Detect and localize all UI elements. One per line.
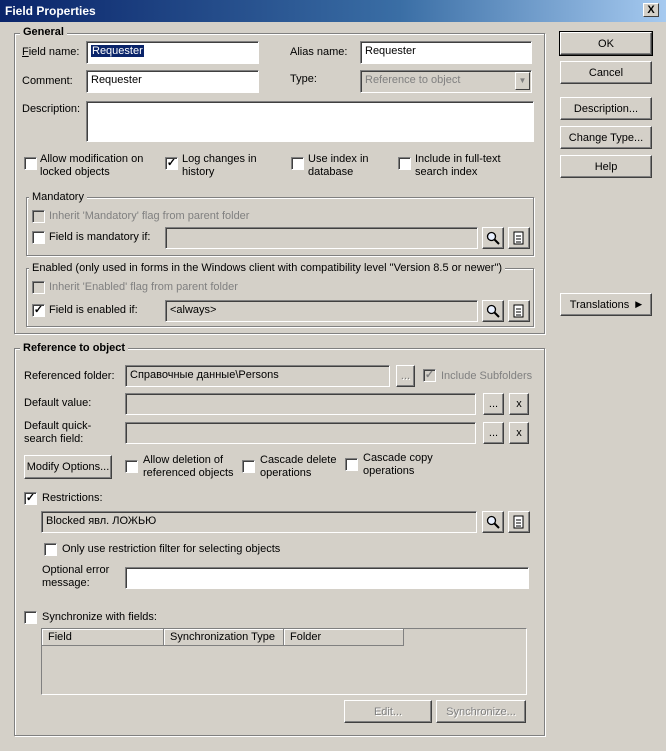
inherit-mandatory-checkbox[interactable]: [32, 210, 45, 223]
use-index-label: Use index in database: [308, 153, 369, 178]
type-select[interactable]: [360, 70, 532, 93]
restrictions-input[interactable]: Blocked явл. ЛОЖЬЮ: [41, 511, 477, 533]
cascade-delete-checkbox[interactable]: [242, 460, 255, 473]
cascade-copy-label: Cascade copy operations: [363, 452, 433, 477]
comment-input[interactable]: Requester: [86, 70, 259, 93]
mandatory-title: Mandatory: [29, 191, 87, 203]
document-icon[interactable]: [508, 511, 530, 533]
modify-options-button[interactable]: Modify Options...: [24, 455, 112, 479]
change-type-button[interactable]: Change Type...: [560, 126, 652, 149]
sync-col-type[interactable]: Synchronization Type: [164, 629, 284, 646]
field-name-input[interactable]: [86, 41, 259, 64]
use-index-checkbox[interactable]: [291, 157, 304, 170]
type-label: Type:: [290, 73, 317, 85]
document-icon[interactable]: [508, 300, 530, 322]
quick-search-browse-button[interactable]: ...: [483, 422, 504, 444]
restrictions-label: Restrictions:: [42, 492, 103, 504]
synchronize-checkbox[interactable]: [24, 611, 37, 624]
quick-search-label: Default quick-search field:: [24, 420, 92, 445]
ok-button[interactable]: OK: [560, 32, 652, 55]
translations-button[interactable]: [560, 293, 652, 316]
fulltext-index-label: Include in full-text search index: [415, 153, 501, 178]
fulltext-index-checkbox[interactable]: [398, 157, 411, 170]
document-icon[interactable]: [508, 227, 530, 249]
default-value-browse-button[interactable]: ...: [483, 393, 504, 415]
field-name-label: Field name:: [22, 46, 80, 58]
allow-deletion-checkbox[interactable]: [125, 460, 138, 473]
enabled-if-input[interactable]: <always>: [165, 300, 478, 322]
default-value-clear-button[interactable]: x: [509, 393, 529, 415]
inherit-enabled-checkbox[interactable]: [32, 281, 45, 294]
search-icon[interactable]: [482, 300, 504, 322]
edit-button[interactable]: Edit...: [344, 700, 432, 723]
default-value-label: Default value:: [24, 397, 92, 409]
mandatory-if-checkbox[interactable]: [32, 231, 45, 244]
referenced-folder-label: Referenced folder:: [24, 370, 115, 382]
description-label: Description:: [22, 103, 81, 115]
quick-search-clear-button[interactable]: x: [509, 422, 529, 444]
restrictions-checkbox[interactable]: ✓: [25, 492, 36, 504]
cancel-button[interactable]: Cancel: [560, 61, 652, 84]
log-changes-checkbox[interactable]: ✓: [166, 157, 177, 169]
error-message-label: Optional error message:: [42, 564, 110, 589]
inherit-enabled-label: Inherit 'Enabled' flag from parent folder: [49, 281, 238, 293]
comment-label: Comment:: [22, 75, 73, 87]
include-subfolders-checkbox[interactable]: ✓: [424, 369, 435, 381]
cascade-copy-checkbox[interactable]: [345, 458, 358, 471]
general-title: General: [20, 26, 67, 38]
title-bar: [0, 0, 666, 22]
reference-title: Reference to object: [20, 342, 128, 354]
mandatory-if-input[interactable]: [165, 227, 478, 249]
include-subfolders-label: Include Subfolders: [441, 370, 533, 382]
allow-modification-label: Allow modification on locked objects: [40, 153, 144, 178]
log-changes-label: Log changes in history: [182, 153, 257, 178]
synchronize-button[interactable]: Synchronize...: [436, 700, 526, 723]
type-value: Reference to object: [365, 74, 461, 86]
browse-folder-button[interactable]: ...: [396, 365, 415, 387]
sync-fields-list[interactable]: [41, 628, 527, 695]
description-button[interactable]: Description...: [560, 97, 652, 120]
synchronize-label: Synchronize with fields:: [42, 611, 157, 623]
sync-col-field[interactable]: Field: [42, 629, 164, 646]
help-button[interactable]: Help: [560, 155, 652, 178]
search-icon[interactable]: [482, 511, 504, 533]
default-value-input[interactable]: [125, 393, 476, 415]
inherit-mandatory-label: Inherit 'Mandatory' flag from parent folder: [49, 210, 250, 222]
search-icon[interactable]: [482, 227, 504, 249]
sync-header-row: [42, 629, 526, 646]
error-message-input[interactable]: [125, 567, 529, 589]
cascade-delete-label: Cascade delete operations: [260, 454, 337, 479]
chevron-down-icon[interactable]: ▼: [515, 72, 530, 90]
chevron-right-icon: ▶: [635, 299, 643, 309]
quick-search-input[interactable]: [125, 422, 476, 444]
close-icon[interactable]: X: [643, 3, 659, 17]
enabled-if-label: Field is enabled if:: [49, 304, 138, 316]
allow-deletion-label: Allow deletion of referenced objects: [143, 454, 234, 479]
translations-label: Translations: [569, 298, 630, 311]
field-name-value: Requester: [92, 45, 143, 57]
sync-col-folder[interactable]: Folder: [284, 629, 404, 646]
window-title: Field Properties: [5, 4, 96, 18]
only-restriction-filter-label: Only use restriction filter for selecting objects: [62, 543, 281, 555]
referenced-folder-input[interactable]: Справочные данные\Persons: [125, 365, 390, 387]
enabled-title: Enabled (only used in forms in the Windows client with compatibility level "Version 8.5 or newer"): [29, 262, 505, 274]
allow-modification-checkbox[interactable]: [24, 157, 37, 170]
enabled-if-checkbox[interactable]: ✓: [33, 304, 44, 316]
mandatory-if-label: Field is mandatory if:: [49, 231, 151, 243]
description-input[interactable]: [86, 101, 534, 142]
alias-name-input[interactable]: Requester: [360, 41, 532, 64]
alias-name-label: Alias name:: [290, 46, 348, 58]
only-restriction-filter-checkbox[interactable]: [44, 543, 57, 556]
